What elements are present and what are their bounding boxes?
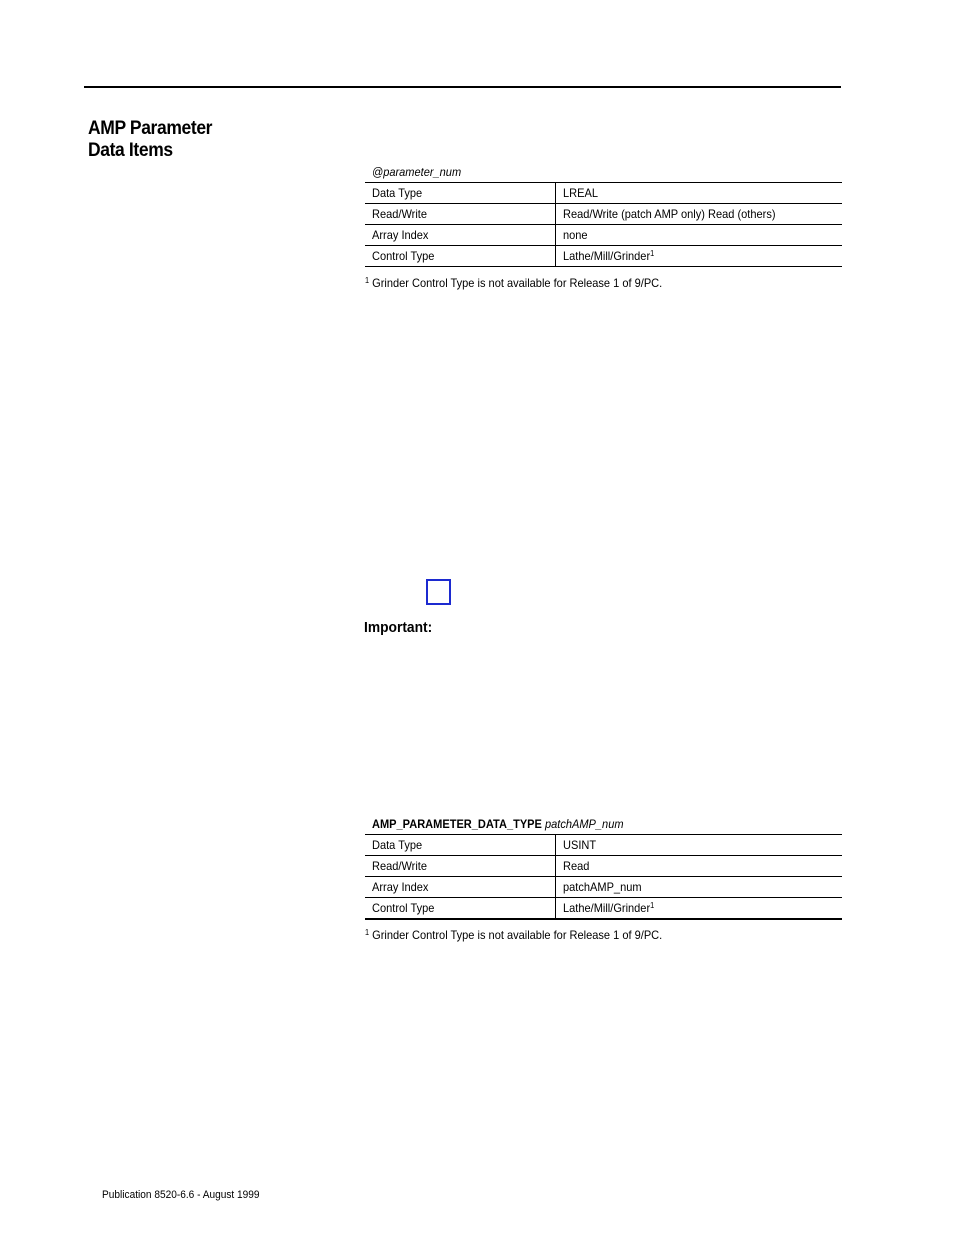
table2-caption-type: AMP_PARAMETER_DATA_TYPE [372,817,542,831]
table-cell-value: USINT [556,835,843,856]
top-rule [84,86,841,88]
table1-caption [372,165,461,179]
table2 [365,834,842,920]
footnote-text: Grinder Control Type is not available for Release 1 of 9/PC. [372,276,663,290]
table-row [365,877,842,898]
section-title [88,118,212,162]
publication-footer: Publication 8520-6.6 - August 1999 [102,1189,260,1201]
table-cell-label: Array Index [365,225,556,246]
table-cell-label: Read/Write [365,204,556,225]
table-cell-value: patchAMP_num [556,877,843,898]
table-cell-label: Array Index [365,877,556,898]
table-cell-value: none [556,225,843,246]
footnote-ref: 1 [650,901,655,910]
footnote-mark: 1 [365,276,370,285]
table-cell-value: Read/Write (patch AMP only) Read (others) [556,204,843,225]
table-cell-label: Read/Write [365,856,556,877]
table-row [365,183,842,204]
table-row [365,898,842,920]
table-row [365,856,842,877]
table-cell-value: Lathe/Mill/Grinder$^1$ [556,898,843,920]
important-label: Important: [364,619,433,636]
table-cell-label: Control Type [365,898,556,920]
table2-footnote [365,928,662,942]
table-row [365,225,842,246]
table-row [365,835,842,856]
table-cell-value: Lathe/Mill/Grinder$^1$ [556,246,843,267]
table-row [365,246,842,267]
footnote-mark: 1 [365,928,370,937]
table-cell-label: Data Type [365,183,556,204]
section-title-line1: AMP Parameter [88,118,213,139]
table-cell-label: Control Type [365,246,556,267]
important-box-icon [426,579,451,605]
table2-caption [372,817,624,831]
table-cell-label: Data Type [365,835,556,856]
table-row [365,204,842,225]
section-title-line2: Data Items [88,140,173,161]
footnote-ref: 1 [650,249,655,258]
table1-caption-param: @parameter_num [372,165,462,179]
table1 [365,182,842,267]
footnote-text: Grinder Control Type is not available for Release 1 of 9/PC. [372,928,663,942]
table-cell-value: LREAL [556,183,843,204]
table1-footnote [365,276,662,290]
table-cell-value: Read [556,856,843,877]
table2-caption-param: patchAMP_num [544,817,624,831]
